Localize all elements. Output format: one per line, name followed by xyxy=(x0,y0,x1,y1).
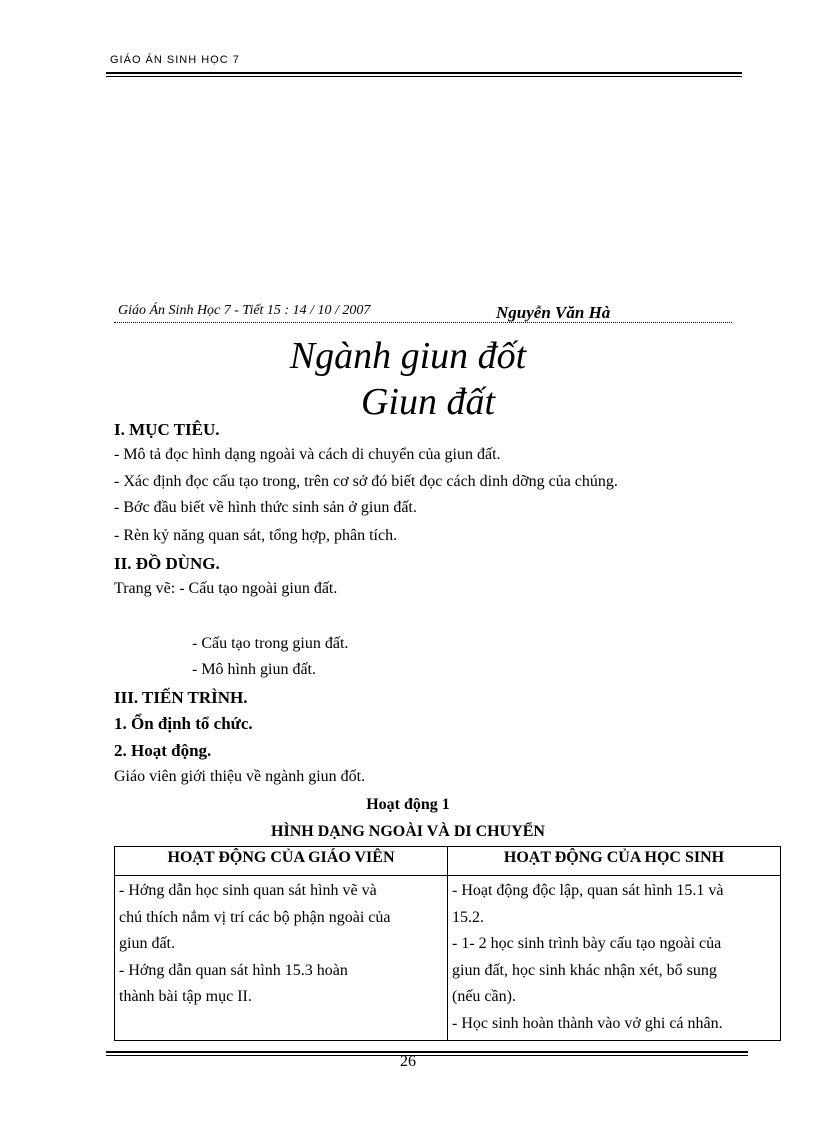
lesson-info-left: Giáo Án Sinh Học 7 - Tiết 15 : 14 / 10 / 2007 xyxy=(118,303,371,318)
student-line: (nếu cần). xyxy=(452,988,516,1005)
activity-table xyxy=(114,846,781,1041)
objective-item: - Bớc đầu biết về hình thức sinh sản ở giun đất. xyxy=(114,499,417,516)
student-line: - Hoạt động độc lập, quan sát hình 15.1 và xyxy=(452,882,724,899)
header-rule-thick xyxy=(106,72,742,74)
materials-line: - Mô hình giun đất. xyxy=(192,661,316,678)
intro-text: Giáo viên giới thiệu về ngành giun đốt. xyxy=(114,768,366,785)
page-number: 26 xyxy=(400,1053,416,1070)
activity-label: Hoạt động 1 xyxy=(366,796,450,813)
column-header-student: HOẠT ĐỘNG CỦA HỌC SINH xyxy=(448,847,781,876)
objective-item: - Rèn kỷ năng quan sát, tổng hợp, phân tích. xyxy=(114,527,398,544)
teacher-line: - Hớng dẫn quan sát hình 15.3 hoàn xyxy=(119,961,348,979)
objective-item: - Mô tả đọc hình dạng ngoài và cách di chuyển của giun đất. xyxy=(114,446,501,463)
activity-title: HÌNH DẠNG NGOÀI VÀ DI CHUYỂN xyxy=(271,823,545,840)
header-rule-thin xyxy=(106,76,742,77)
teacher-line: chú thích nắm vị trí các bộ phận ngoài của xyxy=(119,908,391,926)
teacher-activity-cell xyxy=(115,876,448,1041)
section-heading-tien-trinh: III. TIẾN TRÌNH. xyxy=(114,688,248,707)
teacher-line: giun đất. xyxy=(119,935,175,952)
section-heading-do-dung: II. ĐỒ DÙNG. xyxy=(114,554,220,573)
materials-line: - Cấu tạo trong giun đất. xyxy=(192,635,349,652)
objective-item: - Xác định đọc cấu tạo trong, trên cơ sở đó biết đọc cách dinh dỡng của chúng. xyxy=(114,473,618,490)
subsection-heading: 1. Ổn định tổ chức. xyxy=(114,714,253,733)
table-row xyxy=(115,876,781,1041)
column-header-teacher: HOẠT ĐỘNG CỦA GIÁO VIÊN xyxy=(115,847,448,876)
teacher-line: - Hớng dẫn học sinh quan sát hình vẽ và xyxy=(119,882,377,899)
student-line: 15.2. xyxy=(452,908,484,926)
section-heading-muc-tieu: I. MỤC TIÊU. xyxy=(114,420,220,439)
subsection-heading: 2. Hoạt động. xyxy=(114,741,212,760)
student-line: giun đất, học sinh khác nhận xét, bổ sung xyxy=(452,961,717,979)
materials-line: Trang vẽ: - Cấu tạo ngoài giun đất. xyxy=(114,580,338,597)
teacher-line: thành bài tập mục II. xyxy=(119,988,252,1005)
student-line: - Học sinh hoàn thành vào vở ghi cá nhân. xyxy=(452,1014,723,1032)
student-activity-cell xyxy=(448,876,781,1041)
table-header-row xyxy=(115,847,781,876)
lesson-author: Nguyễn Văn Hà xyxy=(496,303,611,322)
student-line: - 1- 2 học sinh trình bày cấu tạo ngoài của xyxy=(452,935,722,952)
main-title: Ngành giun đốt xyxy=(289,335,527,377)
running-header: GIÁO ÁN SINH HỌC 7 xyxy=(110,54,240,66)
sub-title: Giun đất xyxy=(360,381,496,423)
